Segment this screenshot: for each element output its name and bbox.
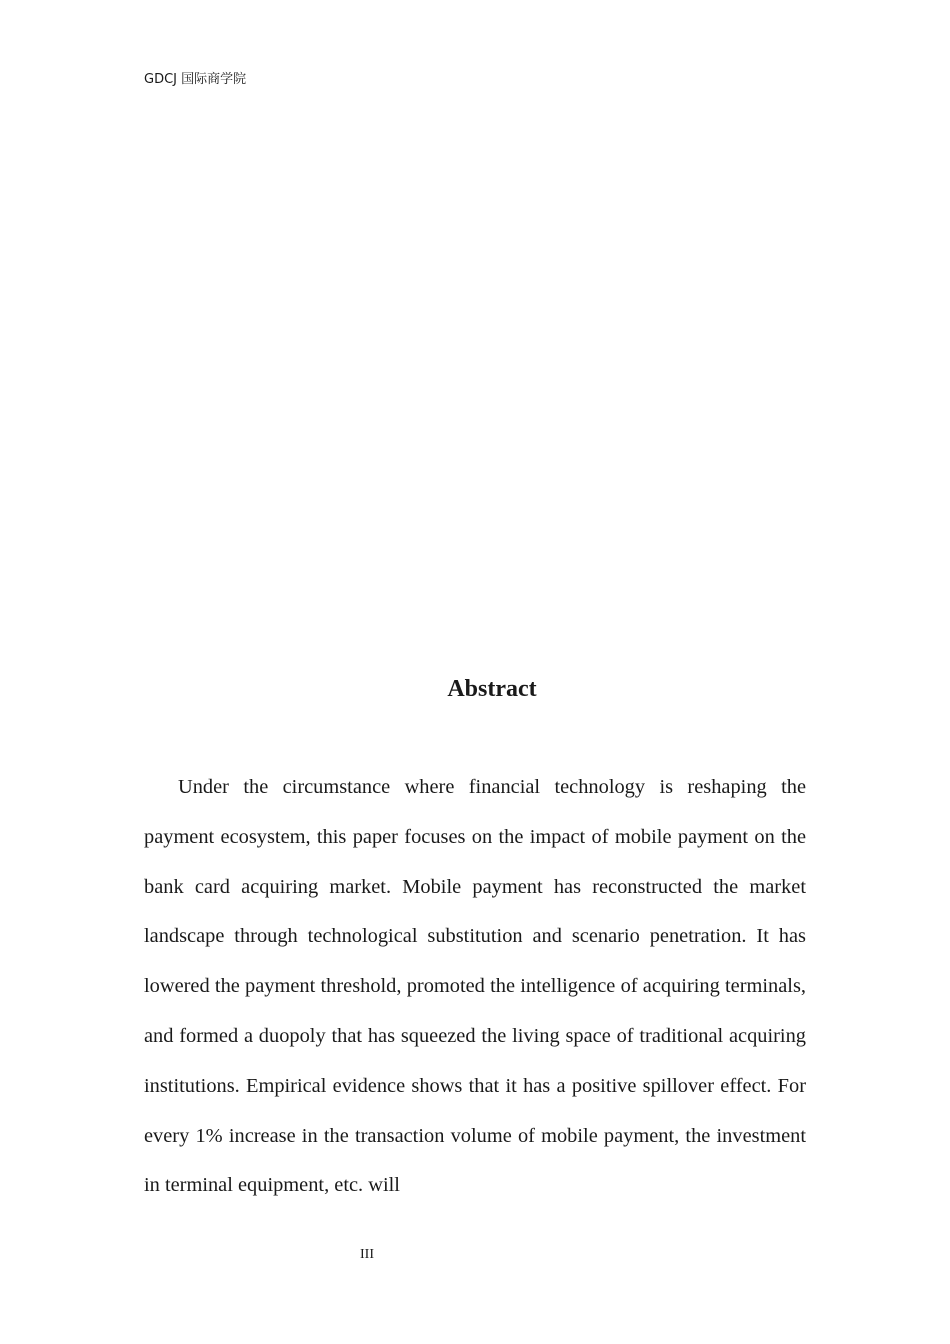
abstract-title: Abstract [447, 676, 537, 702]
running-header: GDCJ 国际商学院 [144, 72, 247, 87]
page-number: III [360, 1247, 374, 1262]
abstract-paragraph: Under the circumstance where financial technology is reshaping the payment ecosystem, this paper focuses on the impact of mobile payment on the bank card acquiring market. Mobile payment has reconstructed the market landscape through technological substitution and scenario penetration. It has lowered the payment threshold, promoted the intelligence of acquiring terminals, and formed a duopoly that has squeezed the living space of traditional acquiring institutions. Empirical evidence shows that it has a positive spillover effect. For every 1% increase in the transaction volume of mobile payment, the investment in terminal equipment, etc. will [144, 776, 806, 1197]
